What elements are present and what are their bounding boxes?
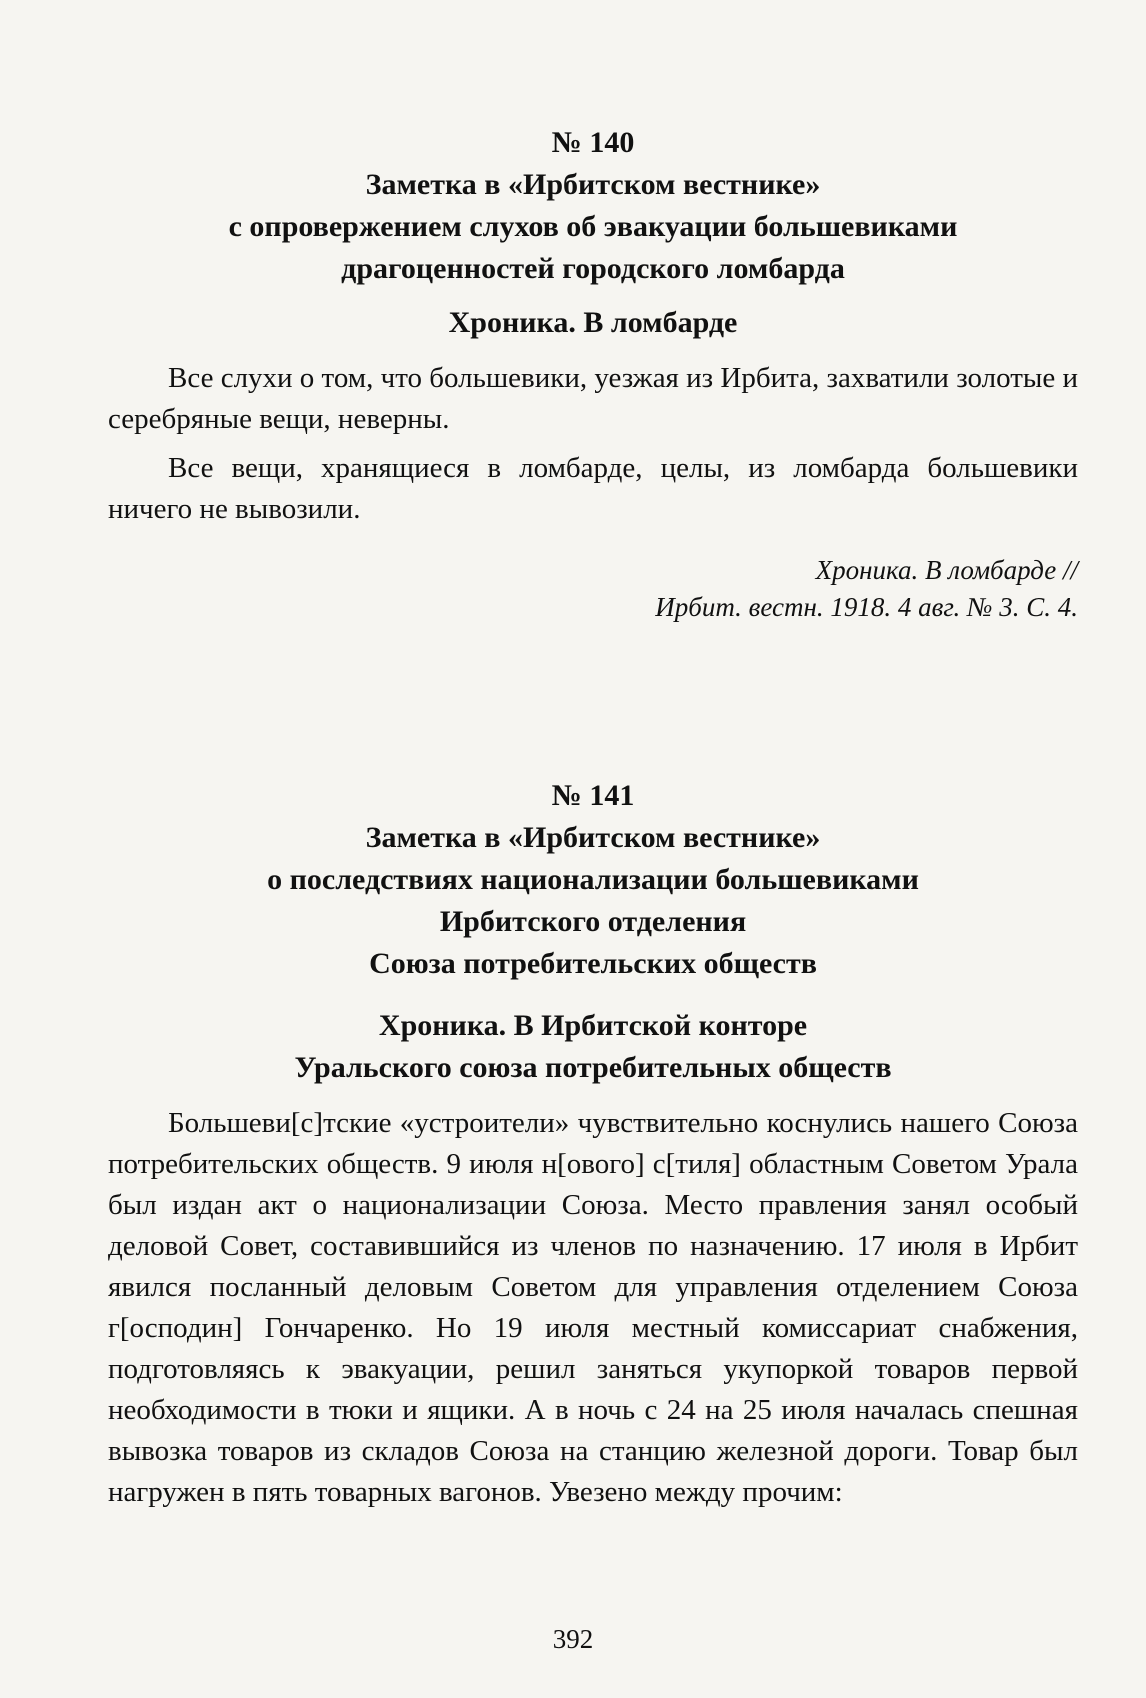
doc140-title-line-2: с опровержением слухов об эвакуации большевиками — [228, 210, 958, 243]
doc141-paragraph: Большеви[с]тские «устроители» чувствительно коснулись нашего Союза потребительских обществ. 9 июля н[ового] с[тиля] областным Советом Урала был издан акт о национализации Союза. Место правления занял особый деловой Совет, составившийся из членов по назначению. 17 июля в Ирбит явился посланный деловым Советом для управления отделением Союза г[осподин] Гончаренко. Но 19 июля местный комиссариат снабжения, подготовляясь к эвакуации, решил заняться укупоркой товаров первой необходимости в тюки и ящики. А в ночь с 24 на 25 июля началась спешная вывозка товаров из складов Союза на станцию железной дороги. Товар был нагружен в пять товарных вагонов. Увезено между прочим: — [108, 1107, 1078, 1508]
page-number: 392 — [552, 1624, 594, 1654]
doc140-paragraph-2: Все вещи, хранящиеся в ломбарде, целы, из ломбарда большевики ничего не вывозили. — [108, 452, 1078, 525]
doc141-title-line-1: Заметка в «Ирбитском вестнике» — [365, 821, 821, 854]
doc141-subtitle-line-1: Хроника. В Ирбитской конторе — [378, 1009, 808, 1042]
document-140 — [108, 122, 1078, 626]
doc140-subtitle: Хроника. В ломбарде — [448, 306, 738, 339]
doc140-source-line-1: Хроника. В ломбарде // — [815, 555, 1078, 585]
doc140-title-line-1: Заметка в «Ирбитском вестнике» — [365, 168, 821, 201]
document-141 — [108, 775, 1078, 1513]
doc141-subtitle-line-2: Уральского союза потребительных обществ — [294, 1051, 892, 1084]
doc141-title-line-3: Ирбитского отделения — [439, 905, 747, 938]
doc140-number: № 140 — [551, 126, 635, 159]
doc141-title-line-2: о последствиях национализации большевиками — [267, 863, 919, 896]
doc140-paragraph-1: Все слухи о том, что большевики, уезжая из Ирбита, захватили золотые и серебряные вещи, неверны. — [108, 362, 1078, 435]
doc140-source-line-2: Ирбит. вестн. 1918. 4 авг. № 3. С. 4. — [655, 592, 1078, 622]
doc140-title-line-3: драгоценностей городского ломбарда — [341, 252, 845, 285]
doc141-number: № 141 — [551, 779, 635, 812]
doc141-title-line-4: Союза потребительских обществ — [369, 947, 817, 980]
